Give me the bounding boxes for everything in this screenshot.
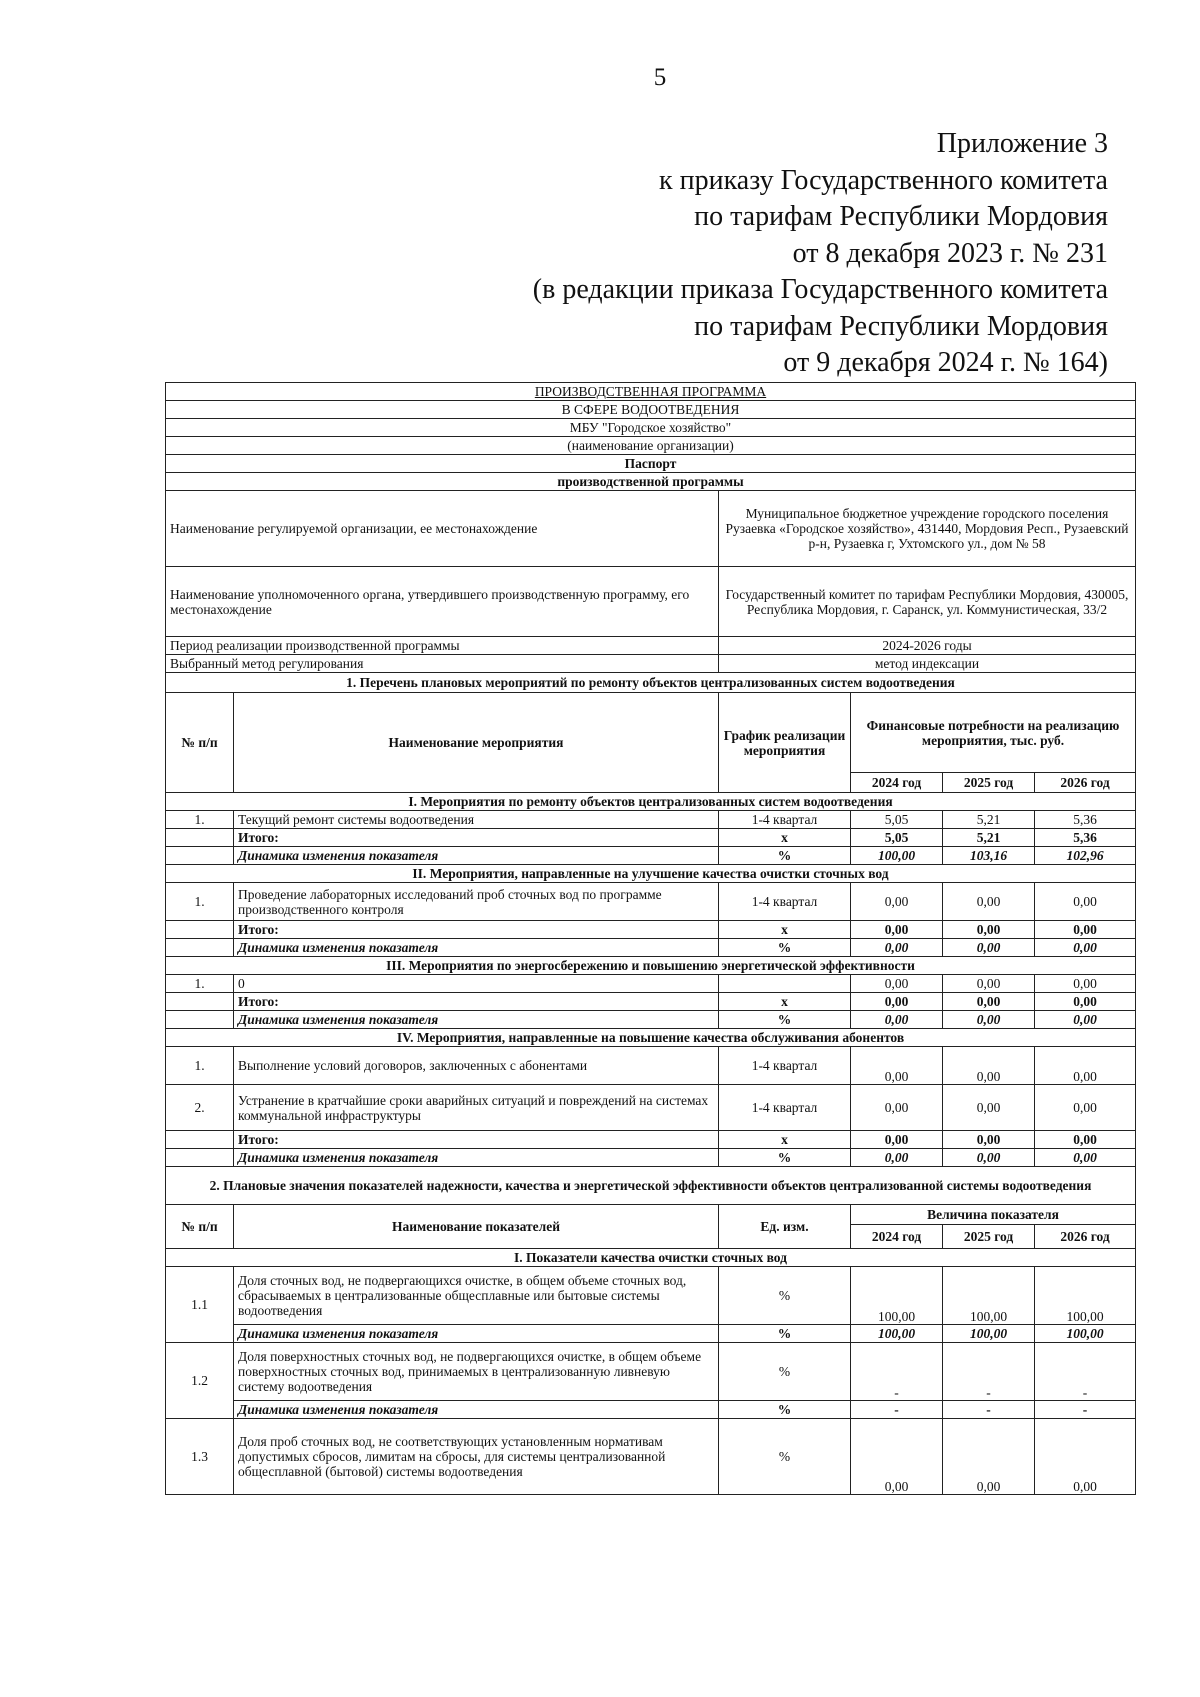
section1-title: 1. Перечень плановых мероприятий по ремонту объектов централизованных систем водоотведения <box>166 673 1136 693</box>
col-header-num: № п/п <box>166 693 234 793</box>
total-label: Итого: <box>234 993 719 1011</box>
passport-label: Наименование уполномоченного органа, утвердившего производственную программу, его местонахождение <box>166 567 719 637</box>
dynamics-row <box>166 1325 1136 1343</box>
indicator-value: - <box>943 1343 1035 1401</box>
indicator-row <box>166 1419 1136 1495</box>
indicator-unit: % <box>719 1419 851 1495</box>
item-num: 2. <box>166 1085 234 1131</box>
total-value: 0,00 <box>1035 1131 1136 1149</box>
dynamics-unit: % <box>719 939 851 957</box>
indicator-value: 100,00 <box>851 1267 943 1325</box>
appendix-line: по тарифам Республики Мордовия <box>694 310 1108 342</box>
total-row <box>166 1131 1136 1149</box>
appendix-line: от 8 декабря 2023 г. № 231 <box>792 237 1108 269</box>
dynamics-row <box>166 847 1136 865</box>
dynamics-label: Динамика изменения показателя <box>234 1149 719 1167</box>
dynamics-unit: % <box>719 847 851 865</box>
item-name: 0 <box>234 975 719 993</box>
dynamics-label: Динамика изменения показателя <box>234 847 719 865</box>
col-header-year: 2025 год <box>943 1225 1035 1249</box>
table-row <box>166 975 1136 993</box>
total-value: 0,00 <box>943 921 1035 939</box>
total-label: Итого: <box>234 1131 719 1149</box>
item-schedule: 1-4 квартал <box>719 811 851 829</box>
dynamics-row <box>166 939 1136 957</box>
indicator-row <box>166 1343 1136 1401</box>
dynamics-value: 0,00 <box>943 1149 1035 1167</box>
dynamics-unit: % <box>719 1325 851 1343</box>
item-name: Проведение лабораторных исследований проб сточных вод по программе производственного контроля <box>234 883 719 921</box>
total-value: 0,00 <box>851 1131 943 1149</box>
indicator-num: 1.2 <box>166 1343 234 1419</box>
table-row <box>166 1047 1136 1085</box>
indicator-value: 0,00 <box>851 1419 943 1495</box>
passport-title: Паспорт <box>166 455 1136 473</box>
indicator-value: 0,00 <box>943 1419 1035 1495</box>
page-number: 5 <box>653 64 667 91</box>
item-value: 5,21 <box>943 811 1035 829</box>
passport-value: Государственный комитет по тарифам Республики Мордовия, 430005, Республика Мордовия, г. Саранск, ул. Коммунистическая, 33/2 <box>719 567 1136 637</box>
col-header-unit: Ед. изм. <box>719 1205 851 1249</box>
dynamics-value: - <box>851 1401 943 1419</box>
dynamics-value: 0,00 <box>851 939 943 957</box>
appendix-line: по тарифам Республики Мордовия <box>694 201 1108 232</box>
dynamics-label: Динамика изменения показателя <box>234 1325 719 1343</box>
col-header-name: Наименование мероприятия <box>234 693 719 793</box>
dynamics-value: 0,00 <box>851 1149 943 1167</box>
indicator-value: - <box>851 1343 943 1401</box>
dynamics-value: - <box>1035 1401 1136 1419</box>
indicator-value: 0,00 <box>1035 1419 1136 1495</box>
appendix-line: от 9 декабря 2024 г. № 164) <box>783 347 1108 378</box>
col-header-finance: Финансовые потребности на реализацию мероприятия, тыс. руб. <box>851 693 1136 773</box>
dynamics-value: 0,00 <box>1035 939 1136 957</box>
dynamics-value: 100,00 <box>851 1325 943 1343</box>
item-value: 5,36 <box>1035 811 1136 829</box>
dynamics-value: 0,00 <box>943 939 1035 957</box>
passport-label: Период реализации производственной программы <box>166 637 719 655</box>
indicator-unit: % <box>719 1267 851 1325</box>
appendix-line: к приказу Государственного комитета <box>659 164 1108 196</box>
item-value: 0,00 <box>943 1047 1035 1085</box>
item-num: 1. <box>166 975 234 993</box>
passport-label: Наименование регулируемой организации, ее местонахождение <box>166 491 719 567</box>
indicator-name: Доля поверхностных сточных вод, не подвергающихся очистке, в общем объеме поверхностных сточных вод, принимаемых в централизованную ливневую систему водоотведения <box>234 1343 719 1401</box>
item-value: 0,00 <box>851 1047 943 1085</box>
col-header-year: 2025 год <box>943 773 1035 793</box>
dynamics-value: 103,16 <box>943 847 1035 865</box>
passport-value: Муниципальное бюджетное учреждение городского поселения Рузаевка «Городское хозяйство», 431440, Мордовия Респ., Рузаевский р-н, Рузаевка г, Ухтомского ул., дом № 58 <box>719 491 1136 567</box>
total-unit: х <box>719 1131 851 1149</box>
dynamics-value: 0,00 <box>1035 1011 1136 1029</box>
dynamics-value: 0,00 <box>851 1011 943 1029</box>
col-header-value: Величина показателя <box>851 1205 1136 1225</box>
total-unit: х <box>719 829 851 847</box>
item-value: 0,00 <box>851 883 943 921</box>
total-label: Итого: <box>234 829 719 847</box>
total-value: 0,00 <box>943 1131 1035 1149</box>
table-row <box>166 883 1136 921</box>
item-schedule: 1-4 квартал <box>719 883 851 921</box>
total-row <box>166 993 1136 1011</box>
indicator-row <box>166 1267 1136 1325</box>
dynamics-value: 100,00 <box>851 847 943 865</box>
appendix-line: (в редакции приказа Государственного комитета <box>532 274 1108 305</box>
item-num: 1. <box>166 883 234 921</box>
col-header-year: 2024 год <box>851 773 943 793</box>
group-title: II. Мероприятия, направленные на улучшение качества очистки сточных вод <box>166 865 1136 883</box>
indicator-unit: % <box>719 1343 851 1401</box>
indicator-num: 1.1 <box>166 1267 234 1343</box>
item-value: 0,00 <box>1035 1047 1136 1085</box>
total-value: 0,00 <box>1035 921 1136 939</box>
indicator-value: 100,00 <box>1035 1267 1136 1325</box>
dynamics-unit: % <box>719 1401 851 1419</box>
indicator-num: 1.3 <box>166 1419 234 1495</box>
organization-name: МБУ "Городское хозяйство" <box>166 419 1136 437</box>
appendix-line: Приложение 3 <box>936 128 1108 159</box>
total-value: 0,00 <box>943 993 1035 1011</box>
total-unit: х <box>719 993 851 1011</box>
indicator-name: Доля сточных вод, не подвергающихся очистке, в общем объеме сточных вод, сбрасываемых в централизованные общесплавные или бытовые системы водоотведения <box>234 1267 719 1325</box>
dynamics-value: 102,96 <box>1035 847 1136 865</box>
item-value: 5,05 <box>851 811 943 829</box>
col-header-year: 2026 год <box>1035 1225 1136 1249</box>
passport-subtitle: производственной программы <box>166 473 1136 491</box>
total-row <box>166 921 1136 939</box>
total-value: 0,00 <box>1035 993 1136 1011</box>
dynamics-label: Динамика изменения показателя <box>234 1011 719 1029</box>
item-value: 0,00 <box>943 975 1035 993</box>
dynamics-row <box>166 1401 1136 1419</box>
col-header-year: 2026 год <box>1035 773 1136 793</box>
item-value: 0,00 <box>943 883 1035 921</box>
organization-caption: (наименование организации) <box>166 437 1136 455</box>
dynamics-row <box>166 1149 1136 1167</box>
group-title: III. Мероприятия по энергосбережению и повышению энергетической эффективности <box>166 957 1136 975</box>
total-value: 0,00 <box>851 921 943 939</box>
dynamics-row <box>166 1011 1136 1029</box>
dynamics-value: 100,00 <box>943 1325 1035 1343</box>
item-schedule: 1-4 квартал <box>719 1047 851 1085</box>
dynamics-value: 0,00 <box>943 1011 1035 1029</box>
dynamics-unit: % <box>719 1011 851 1029</box>
total-row <box>166 829 1136 847</box>
appendix-header <box>408 126 1108 382</box>
item-value: 0,00 <box>1035 1085 1136 1131</box>
program-title: ПРОИЗВОДСТВЕННАЯ ПРОГРАММА <box>166 383 1136 401</box>
item-num: 1. <box>166 1047 234 1085</box>
group-title: I. Мероприятия по ремонту объектов централизованных систем водоотведения <box>166 793 1136 811</box>
col-header-schedule: График реализации мероприятия <box>719 693 851 793</box>
table-row <box>166 1085 1136 1131</box>
item-value: 0,00 <box>851 1085 943 1131</box>
total-value: 5,05 <box>851 829 943 847</box>
total-unit: х <box>719 921 851 939</box>
indicator-value: 100,00 <box>943 1267 1035 1325</box>
total-value: 5,21 <box>943 829 1035 847</box>
indicator-value: - <box>1035 1343 1136 1401</box>
item-value: 0,00 <box>1035 975 1136 993</box>
passport-value: 2024-2026 годы <box>719 637 1136 655</box>
dynamics-label: Динамика изменения показателя <box>234 1401 719 1419</box>
item-schedule <box>719 975 851 993</box>
item-name: Текущий ремонт системы водоотведения <box>234 811 719 829</box>
item-value: 0,00 <box>1035 883 1136 921</box>
item-value: 0,00 <box>851 975 943 993</box>
item-name: Выполнение условий договоров, заключенных с абонентами <box>234 1047 719 1085</box>
dynamics-label: Динамика изменения показателя <box>234 939 719 957</box>
dynamics-value: - <box>943 1401 1035 1419</box>
total-value: 0,00 <box>851 993 943 1011</box>
item-schedule: 1-4 квартал <box>719 1085 851 1131</box>
item-num: 1. <box>166 811 234 829</box>
item-name: Устранение в кратчайшие сроки аварийных ситуаций и повреждений на системах коммунальной инфраструктуры <box>234 1085 719 1131</box>
section2-title: 2. Плановые значения показателей надежности, качества и энергетической эффективности объектов централизованной системы водоотведения <box>166 1167 1136 1205</box>
col-header-year: 2024 год <box>851 1225 943 1249</box>
item-value: 0,00 <box>943 1085 1035 1131</box>
indicator-name: Доля проб сточных вод, не соответствующих установленным нормативам допустимых сбросов, лимитам на сбросы, для системы централизованной общесплавной (бытовой) системы водоотведения <box>234 1419 719 1495</box>
dynamics-value: 0,00 <box>1035 1149 1136 1167</box>
dynamics-value: 100,00 <box>1035 1325 1136 1343</box>
total-label: Итого: <box>234 921 719 939</box>
dynamics-unit: % <box>719 1149 851 1167</box>
table-row <box>166 811 1136 829</box>
total-value: 5,36 <box>1035 829 1136 847</box>
production-program-table <box>165 382 1136 1495</box>
passport-value: метод индексации <box>719 655 1136 673</box>
col-header-num: № п/п <box>166 1205 234 1249</box>
passport-label: Выбранный метод регулирования <box>166 655 719 673</box>
group-title: I. Показатели качества очистки сточных вод <box>166 1249 1136 1267</box>
program-subtitle: В СФЕРЕ ВОДООТВЕДЕНИЯ <box>166 401 1136 419</box>
col-header-name: Наименование показателей <box>234 1205 719 1249</box>
group-title: IV. Мероприятия, направленные на повышение качества обслуживания абонентов <box>166 1029 1136 1047</box>
